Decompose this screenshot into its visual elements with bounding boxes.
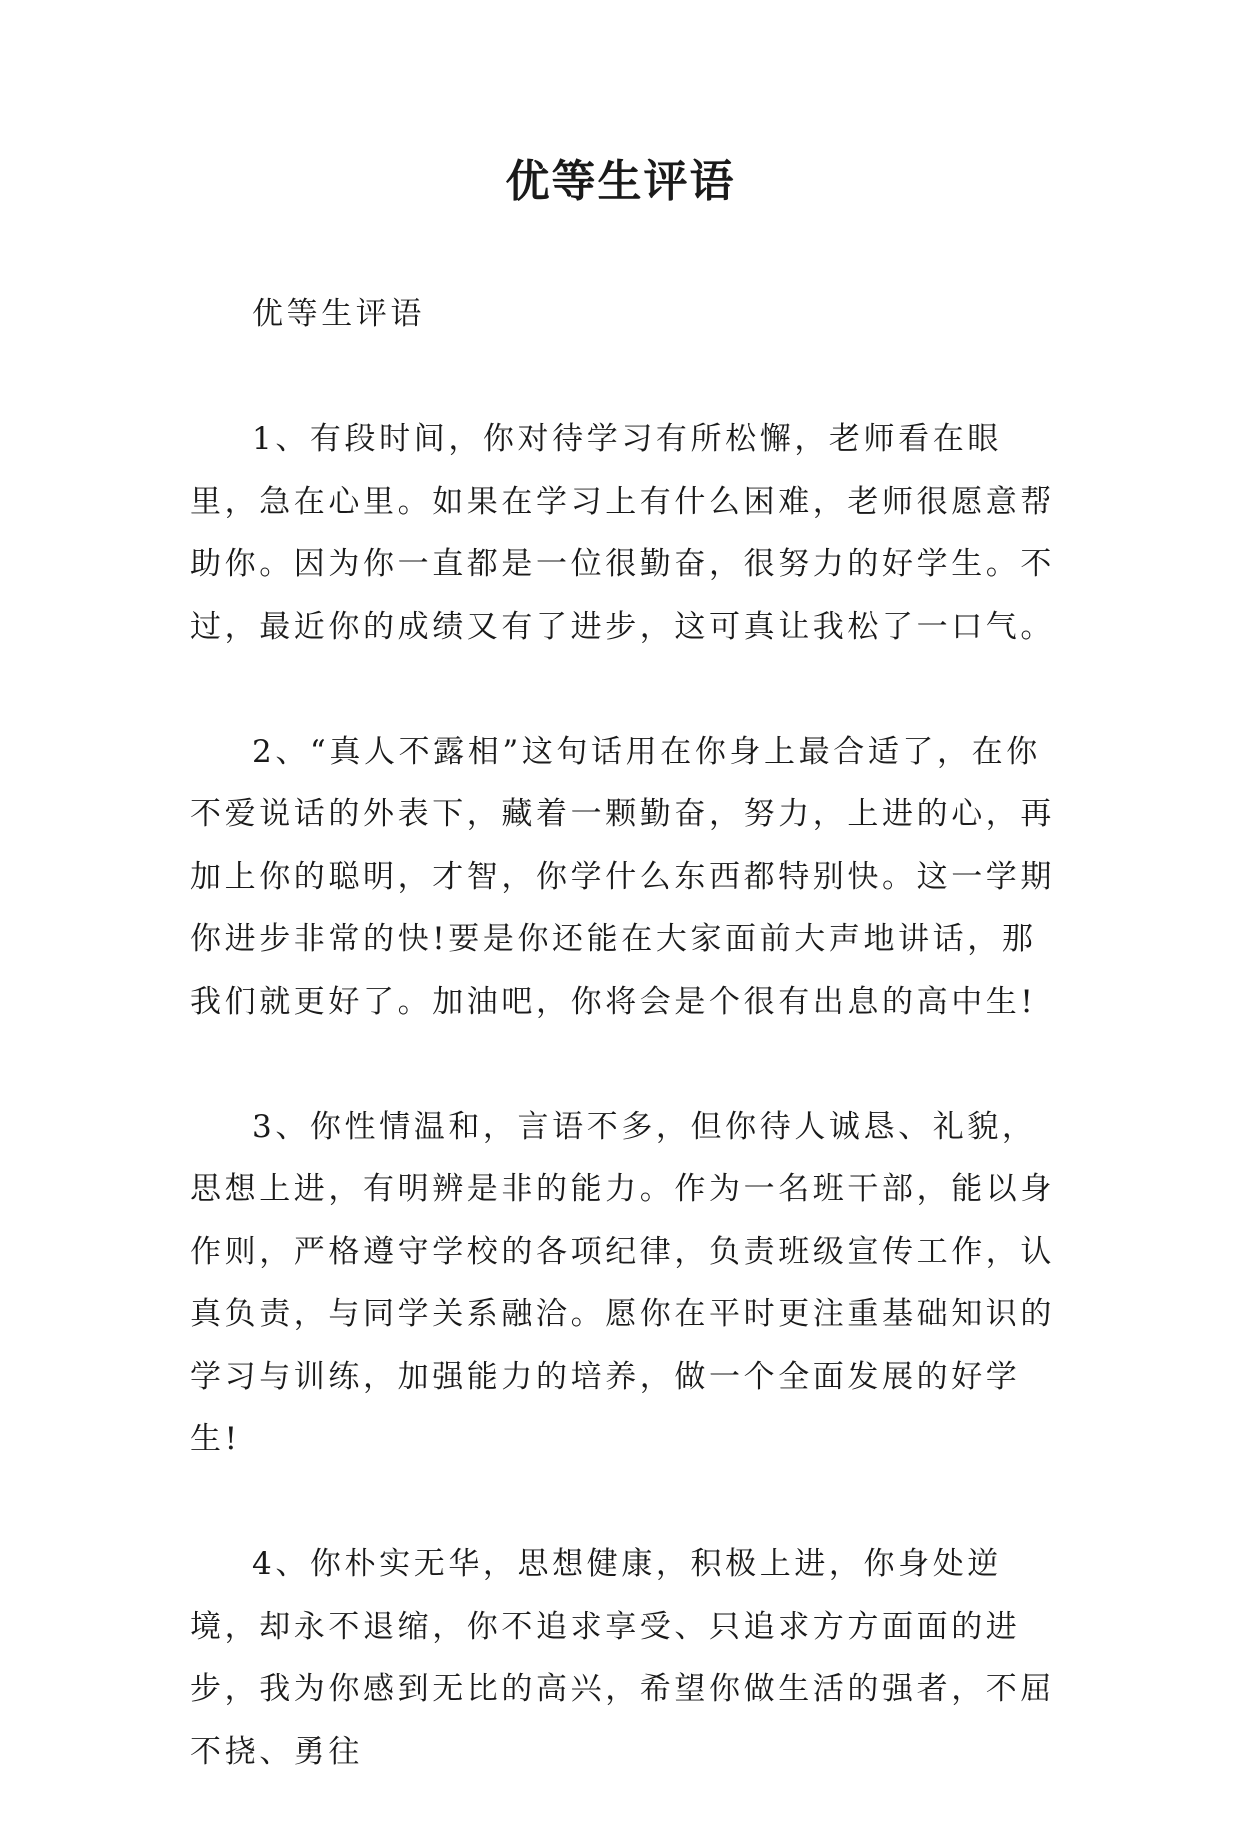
document-body [190, 283, 1070, 1846]
comment-paragraph-4: 4、你朴实无华，思想健康，积极上进，你身处逆境，却永不退缩，你不追求享受、只追求方方面面的进步，我为你感到无比的高兴，希望你做生活的强者，不屈不挠、勇往 [190, 1546, 1055, 1770]
comment-paragraph-1: 1、有段时间，你对待学习有所松懈，老师看在眼里，急在心里。如果在学习上有什么困难，老师很愿意帮助你。因为你一直都是一位很勤奋，很努力的好学生。不过，最近你的成绩又有了进步，这可真让我松了一口气。 [190, 421, 1055, 645]
comment-paragraph-3: 3、你性情温和，言语不多，但你待人诚恳、礼貌，思想上进，有明辨是非的能力。作为一名班干部，能以身作则，严格遵守学校的各项纪律，负责班级宣传工作，认真负责，与同学关系融洽。愿你在平时更注重基础知识的学习与训练，加强能力的培养，做一个全面发展的好学生! [190, 1108, 1055, 1457]
document-title: 优等生评语 [505, 156, 736, 207]
document-subtitle: 优等生评语 [252, 296, 425, 332]
comment-paragraph-2: 2、“真人不露相”这句话用在你身上最合适了，在你不爱说话的外表下，藏着一颗勤奋，努力，上进的心，再加上你的聪明，才智，你学什么东西都特别快。这一学期你进步非常的快!要是你还能在大家面前大声地讲话，那我们就更好了。加油吧，你将会是个很有出息的高中生! [190, 733, 1055, 1020]
